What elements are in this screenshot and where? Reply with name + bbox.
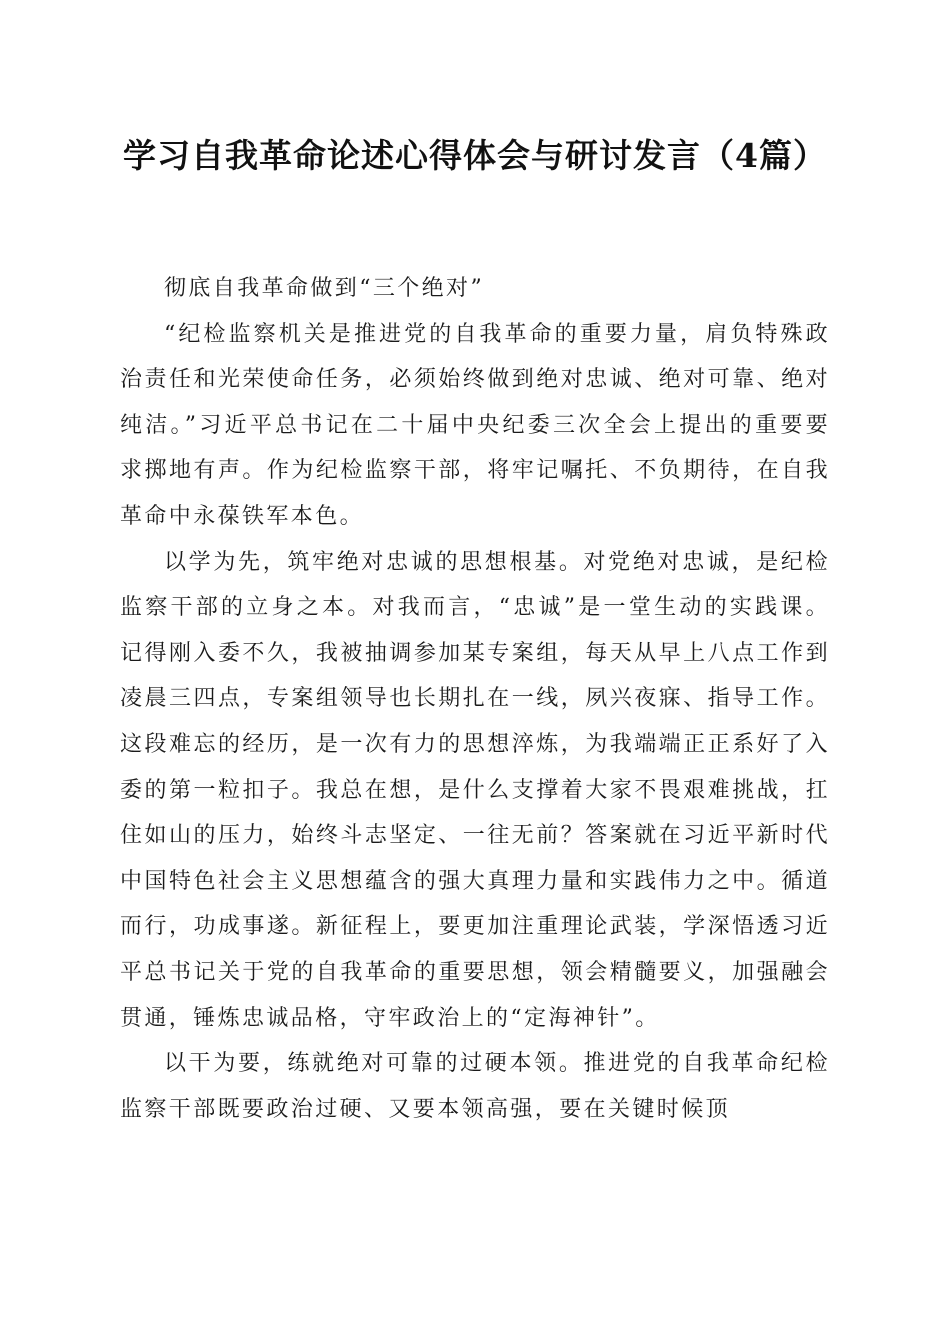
document-body — [120, 266, 830, 1132]
document-title: 学习自我革命论述心得体会与研讨发言（4篇） — [123, 136, 827, 175]
paragraph: 以干为要，练就绝对可靠的过硬本领。推进党的自我革命纪检监察干部既要政治过硬、又要本领高强，要在关键时候顶 — [120, 1051, 830, 1122]
paragraph: “纪检监察机关是推进党的自我革命的重要力量，肩负特殊政治责任和光荣使命任务，必须始终做到绝对忠诚、绝对可靠、绝对纯洁。”习近平总书记在二十届中央纪委三次全会上提出的重要要求掷地有声。作为纪检监察干部，将牢记嘱托、不负期待，在自我革命中永葆铁军本色。 — [120, 321, 830, 529]
paragraph: 以学为先，筑牢绝对忠诚的思想根基。对党绝对忠诚，是纪检监察干部的立身之本。对我而言，“忠诚”是一堂生动的实践课。记得刚入委不久，我被抽调参加某专案组，每天从早上八点工作到凌晨三四点，专案组领导也长期扎在一线，夙兴夜寐、指导工作。这段难忘的经历，是一次有力的思想淬炼，为我端端正正系好了入委的第一粒扣子。我总在想，是什么支撑着大家不畏艰难挑战，扛住如山的压力，始终斗志坚定、一往无前？答案就在习近平新时代中国特色社会主义思想蕴含的强大真理力量和实践伟力之中。循道而行，功成事遂。新征程上，要更加注重理论武装，学深悟透习近平总书记关于党的自我革命的重要思想，领会精髓要义，加强融会贯通，锤炼忠诚品格，守牢政治上的“定海神针”。 — [120, 549, 830, 1031]
paragraph-heading: 彻底自我革命做到“三个绝对” — [164, 276, 485, 301]
